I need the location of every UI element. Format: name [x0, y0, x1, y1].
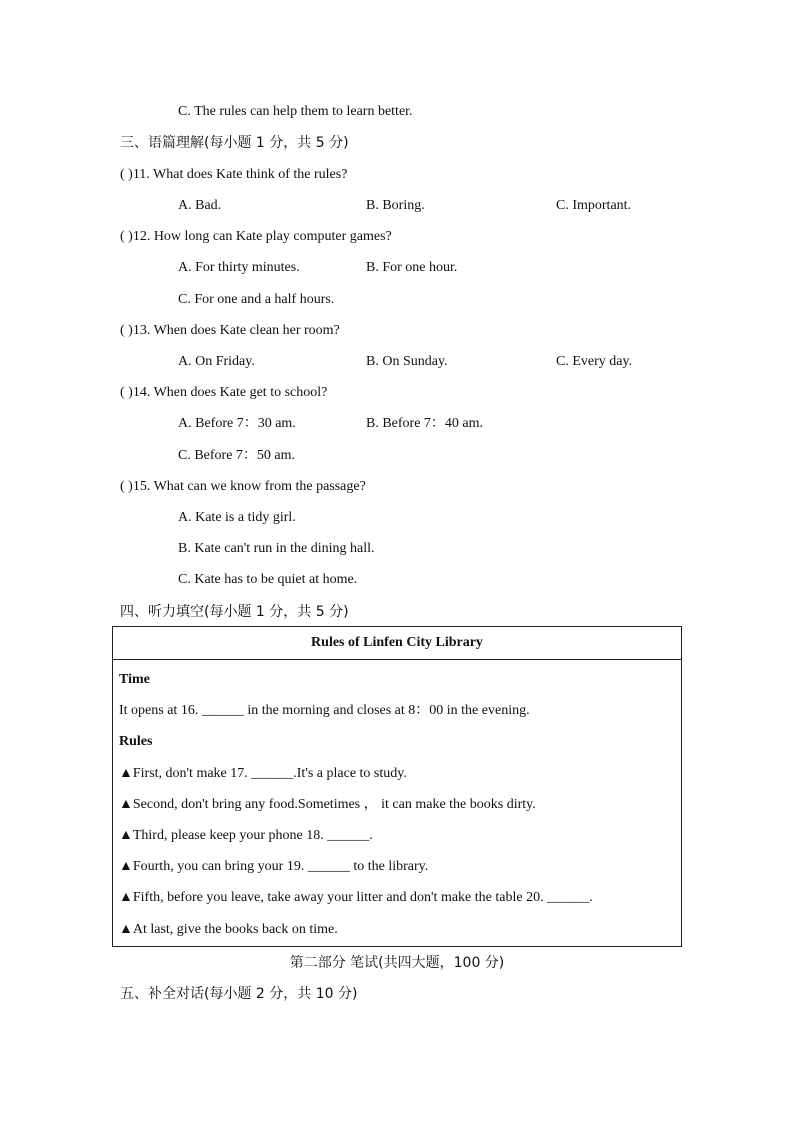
time-label: Time [119, 672, 150, 687]
rule-item: ▲First, don't make 17. ______.It's a place to study. [119, 766, 407, 781]
question-13-option-a: A. On Friday. [178, 354, 255, 369]
question-11-stem: ( )11. What does Kate think of the rules? [120, 167, 348, 182]
part2-title: 第二部分 笔试(共四大题，100 分) [289, 955, 505, 971]
question-13-stem: ( )13. When does Kate clean her room? [120, 323, 340, 338]
rules-label: Rules [119, 734, 153, 749]
library-table-body [113, 660, 682, 947]
question-14-option-a: A. Before 7：30 am. [178, 416, 296, 431]
question-12-stem: ( )12. How long can Kate play computer games? [120, 229, 392, 244]
question-15-option-c: C. Kate has to be quiet at home. [178, 572, 358, 587]
question-14-stem: ( )14. When does Kate get to school? [120, 385, 328, 400]
question-12-option-b: B. For one hour. [366, 260, 458, 275]
question-15-option-b: B. Kate can't run in the dining hall. [178, 541, 375, 556]
question-11-option-c: C. Important. [556, 198, 632, 213]
question-11-option-a: A. Bad. [178, 198, 222, 213]
question-12-option-c: C. For one and a half hours. [178, 292, 335, 307]
rule-item: ▲At last, give the books back on time. [119, 922, 338, 937]
question-12-option-a: A. For thirty minutes. [178, 260, 300, 275]
section3-title: 三、语篇理解(每小题 1 分，共 5 分) [120, 135, 349, 151]
rule-item: ▲Third, please keep your phone 18. ______. [119, 828, 373, 843]
library-table-title: Rules of Linfen City Library [113, 627, 682, 660]
rule-item: ▲Fifth, before you leave, take away your litter and don't make the table 20. ______. [119, 890, 593, 905]
question-13-option-b: B. On Sunday. [366, 354, 448, 369]
question-15-stem: ( )15. What can we know from the passage? [120, 479, 366, 494]
question-14-option-b: B. Before 7：40 am. [366, 416, 484, 431]
q10-option-c: C. The rules can help them to learn better. [178, 104, 413, 119]
question-13-option-c: C. Every day. [556, 354, 633, 369]
question-11-option-b: B. Boring. [366, 198, 425, 213]
rule-item: ▲Second, don't bring any food.Sometimes ， it can make the books dirty. [119, 797, 536, 812]
section4-title: 四、听力填空(每小题 1 分，共 5 分) [120, 604, 349, 620]
question-15-option-a: A. Kate is a tidy girl. [178, 510, 296, 525]
library-rules-table [112, 626, 682, 947]
section5-title: 五、补全对话(每小题 2 分，共 10 分) [120, 986, 358, 1002]
time-text: It opens at 16. ______ in the morning and closes at 8：00 in the evening. [119, 703, 530, 718]
rule-item: ▲Fourth, you can bring your 19. ______ to the library. [119, 859, 429, 874]
question-14-option-c: C. Before 7：50 am. [178, 448, 296, 463]
